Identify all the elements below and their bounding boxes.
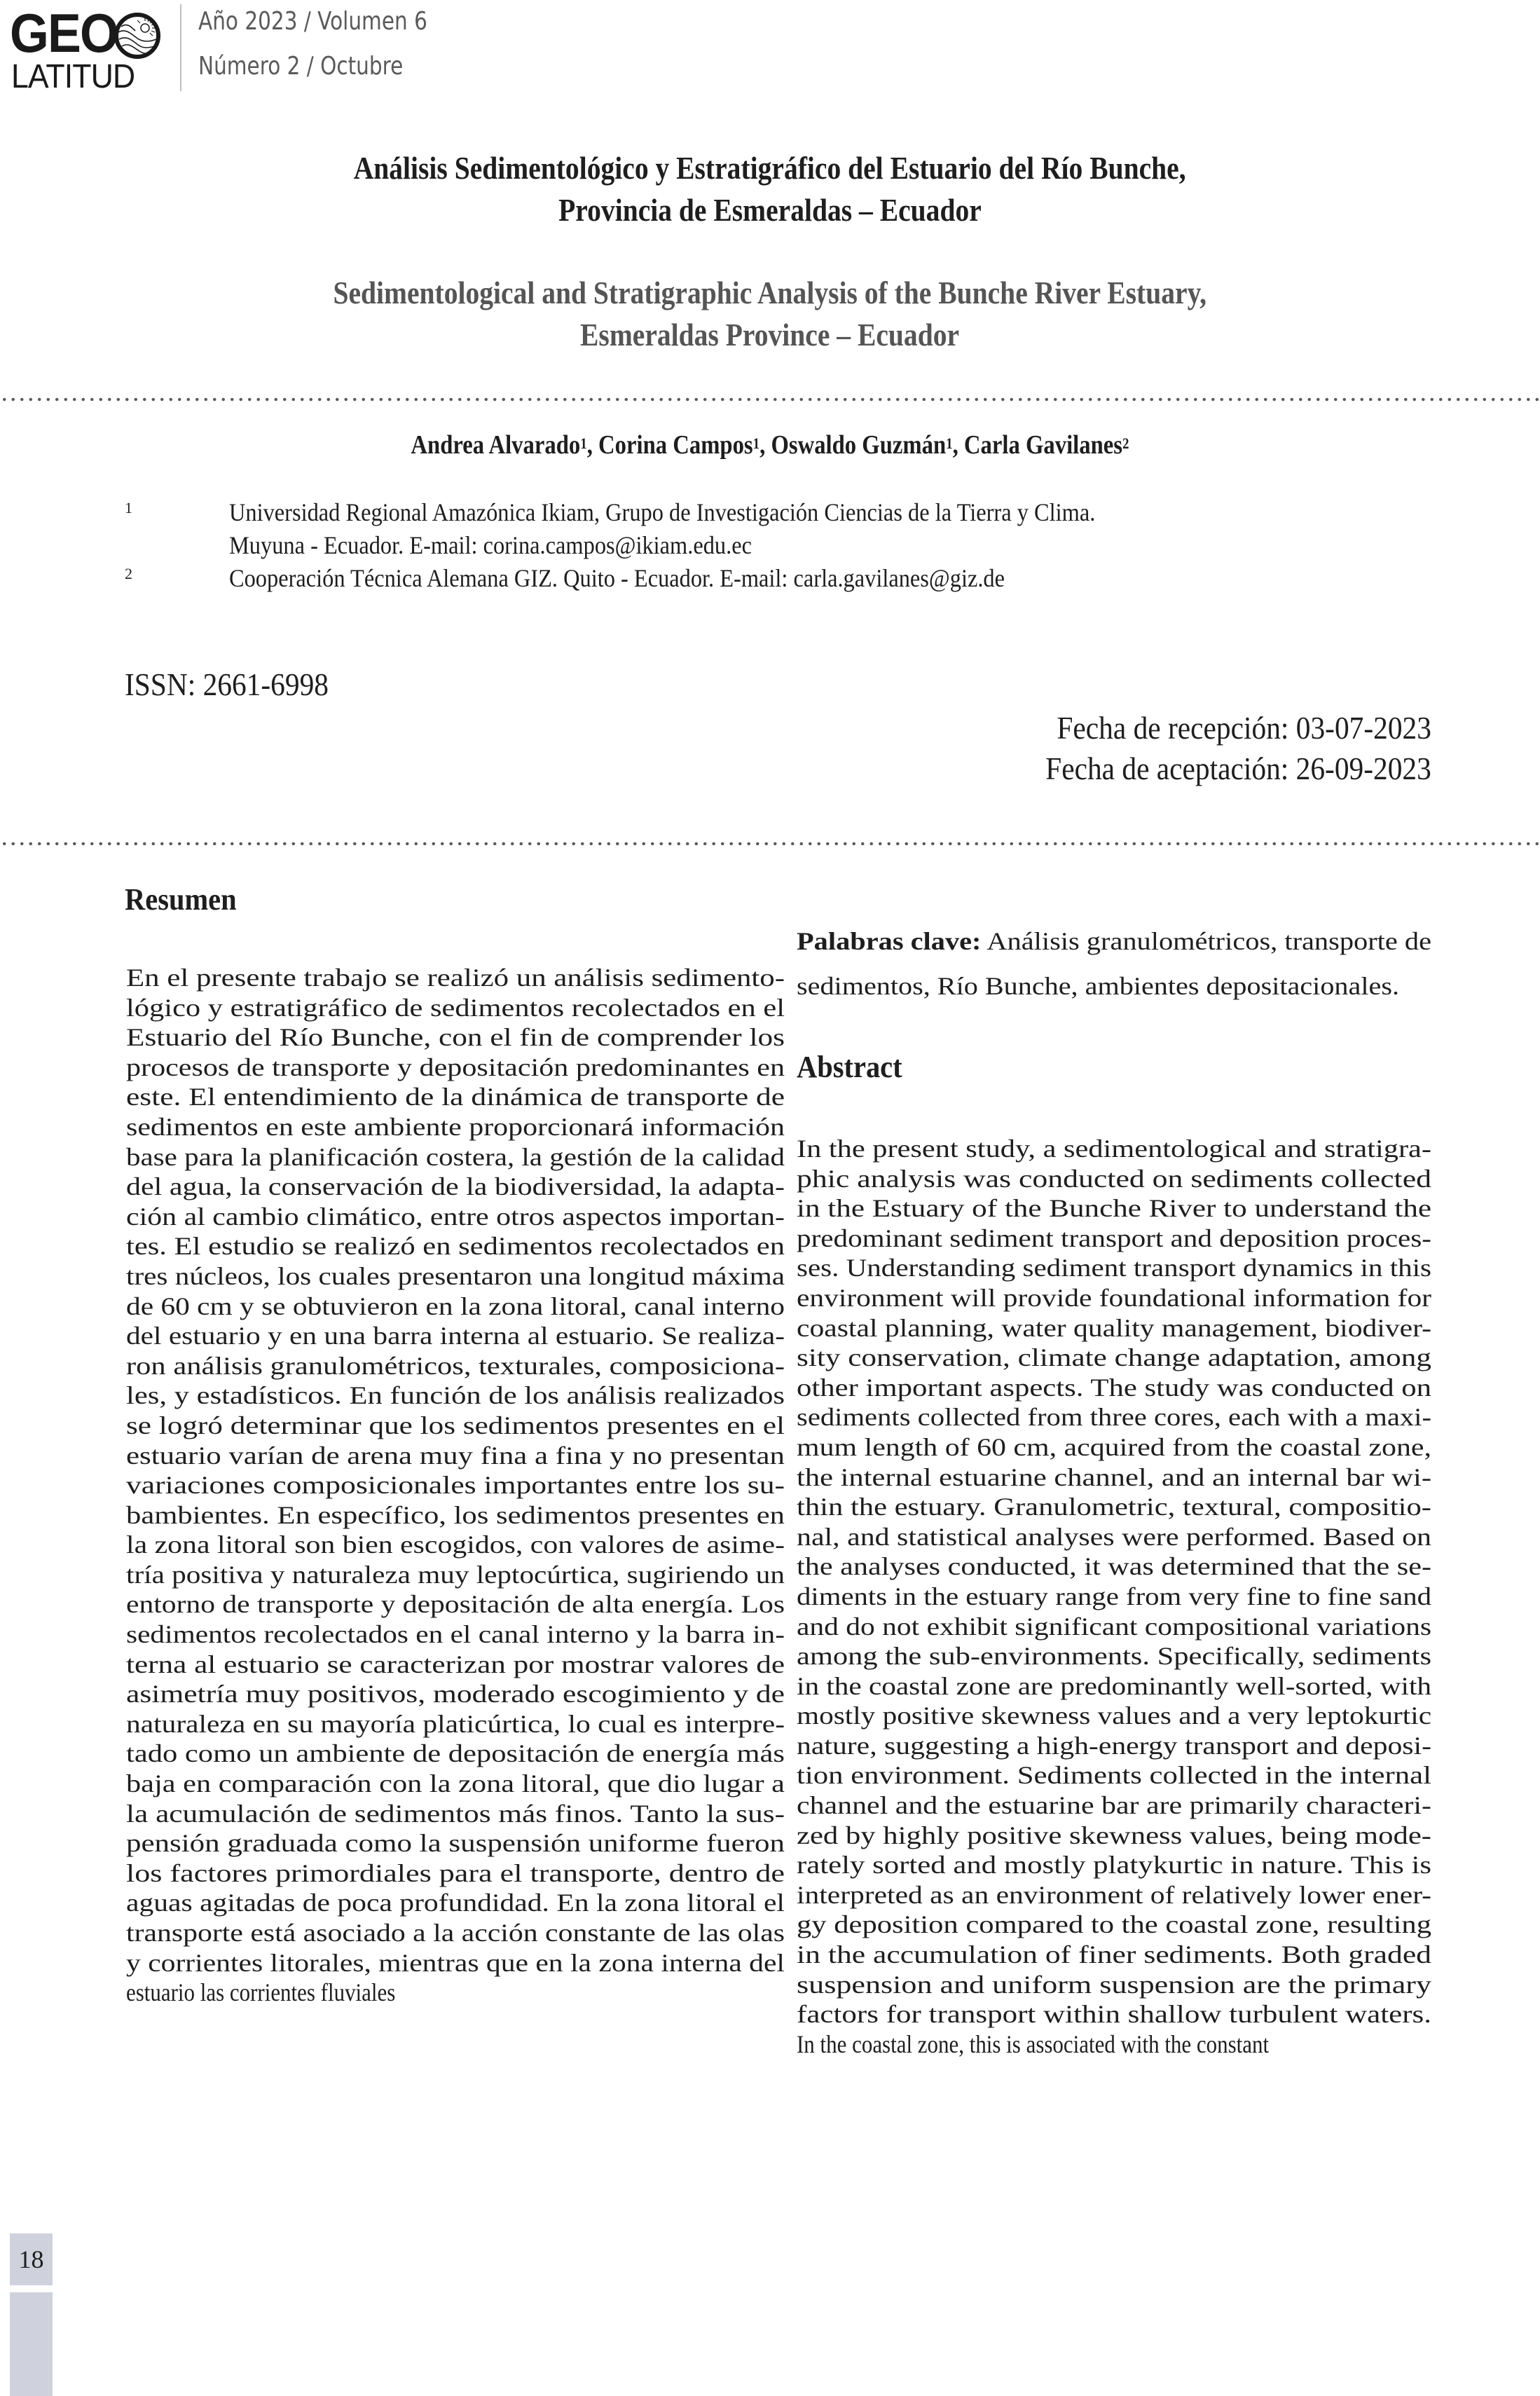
keywords-line-1 [797, 926, 1431, 957]
title-en-text-2: Esmeraldas Province – Ecuador [580, 317, 960, 352]
abstract-line-text: predominant sediment transport and deposition proces- [797, 1224, 1431, 1252]
resumen-line [126, 1679, 785, 1709]
author-affiliation-mark: 1 [580, 434, 587, 452]
date-accepted: Fecha de aceptación: 26-09-2023 [1045, 751, 1431, 786]
resumen-line [126, 1799, 785, 1829]
resumen-line-text: tado como un ambiente de depositación de energía más [126, 1739, 785, 1768]
resumen-line [126, 993, 785, 1023]
abstract-line-text: sediments collected from three cores, each with a maxi- [797, 1403, 1431, 1432]
resumen-line [126, 1978, 785, 2008]
resumen-line [126, 1948, 785, 1978]
abstract-line-text: In the present study, a sedimentological and stratigra- [797, 1135, 1431, 1163]
abstract-line-text: in the Estuary of the Bunche River to understand the [797, 1194, 1431, 1223]
resumen-line [126, 1231, 785, 1261]
abstract-line-text: factors for transport within shallow turbulent waters. [797, 2000, 1431, 2029]
abstract-line [797, 1224, 1431, 1254]
resumen-line-text: En el presente trabajo se realizó un análisis sedimento- [126, 964, 785, 992]
resumen-line-text: les, y estadísticos. En función de los análisis realizados [126, 1381, 785, 1410]
resumen-line-text: baja en comparación con la zona litoral, que dio lugar a [126, 1769, 785, 1798]
abstract-line [797, 1999, 1431, 2029]
resumen-line [126, 1589, 785, 1620]
abstract-line [797, 1164, 1431, 1194]
abstract-line [797, 1582, 1431, 1612]
abstract-line-text: nature, suggesting a high-energy transport and deposi- [797, 1731, 1431, 1760]
abstract-line-text: sity conservation, climate change adaptation, among [797, 1343, 1431, 1372]
resumen-line [126, 1709, 785, 1739]
abstract-line [797, 1850, 1431, 1880]
abstract-line [797, 1760, 1431, 1791]
date-received: Fecha de recepción: 03-07-2023 [1057, 710, 1431, 746]
resumen-line [126, 1082, 785, 1112]
resumen-line-text: se logró determinar que los sedimentos presentes en el [126, 1411, 785, 1439]
resumen-line [126, 1292, 785, 1322]
resumen-line [126, 1918, 785, 1948]
abstract-line-text: channel and the estuarine bar are primarily characteri- [797, 1791, 1431, 1820]
abstract-line [797, 1313, 1431, 1343]
abstract-line [797, 1612, 1431, 1642]
resumen-line-text: este. El entendimiento de la dinámica de transporte de [126, 1083, 785, 1111]
abstract-line-text: nal, and statistical analyses were performed. Based on [797, 1522, 1431, 1551]
resumen-line [126, 1172, 785, 1202]
resumen-line-text: tría positiva y naturaleza muy leptocúrtica, sugiriendo un [126, 1560, 785, 1589]
resumen-line-text: ron análisis granulométricos, texturales, composiciona- [126, 1351, 785, 1380]
abstract-line-text: phic analysis was conducted on sediments collected [797, 1164, 1431, 1193]
resumen-line [126, 1202, 785, 1232]
abstract-line-text: tion environment. Sediments collected in the internal [797, 1761, 1431, 1790]
globe-sun-emblem-icon [113, 11, 162, 60]
resumen-line [126, 1470, 785, 1500]
dotted-separator-bottom [0, 842, 1540, 846]
abstract-line [797, 1402, 1431, 1432]
abstract-line [797, 1492, 1431, 1522]
abstract-line [797, 1253, 1431, 1283]
abstract-line-text: coastal planning, water quality management, biodiver- [797, 1313, 1431, 1342]
abstract-line [797, 1134, 1431, 1164]
author-separator: , [759, 430, 771, 460]
abstract-line-text: ses. Understanding sediment transport dynamics in this [797, 1254, 1431, 1282]
abstract-line-text: suspension and uniform suspension are the primary [797, 1970, 1431, 1999]
abstract-line-text: and do not exhibit significant compositional variations [797, 1612, 1431, 1641]
resumen-line [126, 1321, 785, 1351]
abstract-line-text: environment will provide foundational information for [797, 1283, 1431, 1312]
title-english-line-1 [0, 272, 1540, 314]
resumen-line-text: los factores primordiales para el transporte, dentro de [126, 1858, 785, 1887]
resumen-line-text: del agua, la conservación de la biodiversidad, la adapta- [126, 1172, 785, 1201]
resumen-line-text: entorno de transporte y depositación de alta energía. Los [126, 1590, 785, 1619]
affiliation-number-1: 1 [125, 499, 132, 516]
abstract-line [797, 1731, 1431, 1761]
logo-text-latitud: LATITUD [11, 58, 135, 95]
abstract-line [797, 1791, 1431, 1821]
abstract-line-text: other important aspects. The study was conducted on [797, 1373, 1431, 1402]
resumen-line-text: sedimentos recolectados en el canal interno y la barra in- [126, 1620, 785, 1649]
abstract-line-text: thin the estuary. Granulometric, textural, compositio- [797, 1493, 1431, 1521]
title-spanish-line-2 [0, 189, 1540, 231]
resumen-line [126, 1620, 785, 1650]
abstract-line [797, 1671, 1431, 1702]
resumen-line-text: aguas agitadas de poca profundidad. En la zona litoral el [126, 1889, 785, 1917]
author-affiliation-mark: 1 [946, 434, 953, 452]
abstract-line [797, 1910, 1431, 1940]
resumen-line [126, 1500, 785, 1531]
resumen-line [126, 1411, 785, 1441]
resumen-line [126, 1053, 785, 1083]
abstract-line [797, 2029, 1431, 2060]
abstract-body [797, 1134, 1431, 2059]
resumen-line-text: la zona litoral son bien escogidos, con valores de asime- [126, 1531, 785, 1559]
abstract-line [797, 1463, 1431, 1493]
resumen-body [126, 963, 785, 2008]
journal-logo [10, 2, 167, 95]
resumen-line-text: bambientes. En específico, los sedimentos presentes en [126, 1500, 785, 1529]
keywords-line-1-text [797, 926, 1431, 957]
page-number: 18 [10, 2233, 53, 2285]
resumen-line-text: variaciones composicionales importantes entre los su- [126, 1471, 785, 1500]
affiliation-2-line-1: Cooperación Técnica Alemana GIZ. Quito - Ecuador. E-mail: carla.gavilanes@giz.de [229, 564, 1005, 592]
abstract-line-text: diments in the estuary range from very fine to fine sand [797, 1582, 1431, 1610]
author-affiliation-mark: 2 [1122, 434, 1129, 452]
resumen-line [126, 1769, 785, 1799]
abstract-line [797, 1343, 1431, 1373]
resumen-line-text: base para la planificación costera, la gestión de la calidad [126, 1142, 785, 1171]
keywords-line-2 [797, 971, 1431, 1001]
resumen-line-text: procesos de transporte y depositación predominantes en [126, 1053, 785, 1081]
resumen-line [126, 1261, 785, 1292]
resumen-line-text: sedimentos en este ambiente proporcionará información [126, 1112, 785, 1141]
abstract-line [797, 1940, 1431, 1970]
affiliation-1-line-2: Muyuna - Ecuador. E-mail: corina.campos@ikiam.edu.ec [229, 531, 752, 559]
abstract-line [797, 1701, 1431, 1731]
author-name: Oswaldo Guzmán [771, 430, 947, 460]
abstract-line-text: in the coastal zone are predominantly well-sorted, with [797, 1671, 1431, 1700]
resumen-line [126, 1560, 785, 1590]
abstract-line-text: in the accumulation of finer sediments. Both graded [797, 1940, 1431, 1969]
author-list [0, 430, 1540, 460]
abstract-line-text: the analyses conducted, it was determined that the se- [797, 1552, 1431, 1581]
resumen-line [126, 1351, 785, 1381]
abstract-line [797, 1880, 1431, 1910]
author-affiliation-mark: 1 [752, 434, 760, 452]
resumen-heading: Resumen [125, 882, 237, 917]
resumen-line [126, 1858, 785, 1889]
resumen-line-text: estuario varían de arena muy fina a fina y no presentan [126, 1441, 785, 1470]
abstract-line [797, 1641, 1431, 1671]
resumen-line-text: transporte está asociado a la acción constante de las olas [126, 1919, 785, 1947]
abstract-line-text: among the sub-environments. Specifically, sediments [797, 1642, 1431, 1671]
resumen-line-text: tes. El estudio se realizó en sedimentos recolectados en [126, 1232, 785, 1261]
abstract-line [797, 1821, 1431, 1851]
resumen-line [126, 963, 785, 993]
resumen-line-text: tres núcleos, los cuales presentaron una longitud máxima [126, 1261, 785, 1290]
resumen-line [126, 1142, 785, 1172]
resumen-line [126, 1112, 785, 1142]
abstract-line-text: In the coastal zone, this is associated with the constant [797, 2029, 1270, 2058]
resumen-line [126, 1739, 785, 1769]
abstract-line [797, 1522, 1431, 1552]
resumen-line-text: ción al cambio climático, entre otros aspectos importan- [126, 1202, 785, 1231]
keywords-text-1: Análisis granulométricos, transporte de [981, 927, 1431, 955]
title-english-line-2 [0, 314, 1540, 356]
abstract-line [797, 1373, 1431, 1403]
abstract-line [797, 1283, 1431, 1313]
resumen-line-text: naturaleza en su mayoría platicúrtica, lo cual es interpre- [126, 1709, 785, 1738]
abstract-line-text: interpreted as an environment of relatively lower ener- [797, 1880, 1431, 1909]
resumen-line-text: la acumulación de sedimentos más finos. Tanto la sus- [126, 1799, 785, 1828]
abstract-line-text: rately sorted and mostly platykurtic in nature. This is [797, 1851, 1431, 1880]
author-separator: , [952, 430, 964, 460]
resumen-line-text: lógico y estratigráfico de sedimentos recolectados en el [126, 993, 785, 1022]
author-name: Corina Campos [598, 430, 753, 460]
title-es-text-1: Análisis Sedimentológico y Estratigráfico del Estuario del Río Bunche, [354, 150, 1186, 186]
resumen-line [126, 1022, 785, 1053]
abstract-line-text: zed by highly positive skewness values, being mode- [797, 1821, 1431, 1849]
resumen-line-text: asimetría muy positivos, moderado escogimiento y de [126, 1680, 785, 1709]
logo-text-geo: GEO [10, 2, 118, 64]
resumen-line [126, 1441, 785, 1471]
abstract-line [797, 1552, 1431, 1582]
resumen-line-text: estuario las corrientes fluviales [126, 1978, 396, 2007]
affiliation-number-2: 2 [125, 565, 132, 582]
resumen-line [126, 1530, 785, 1560]
resumen-line-text: de 60 cm y se obtuvieron en la zona litoral, canal interno [126, 1292, 785, 1320]
keywords-text-2: sedimentos, Río Bunche, ambientes depositacionales. [797, 971, 1399, 1000]
abstract-line [797, 1970, 1431, 2000]
author-name: Carla Gavilanes [963, 430, 1123, 460]
title-es-text-2: Provincia de Esmeraldas – Ecuador [558, 192, 982, 228]
affiliation-1-line-1: Universidad Regional Amazónica Ikiam, Grupo de Investigación Ciencias de la Tierra y Clima. [229, 498, 1096, 526]
resumen-line-text: terna al estuario se caracterizan por mostrar valores de [126, 1650, 785, 1678]
abstract-line-text: the internal estuarine channel, and an internal bar wi- [797, 1463, 1431, 1491]
resumen-line [126, 1828, 785, 1858]
abstract-line-text: mostly positive skewness values and a very leptokurtic [797, 1702, 1431, 1730]
abstract-line [797, 1193, 1431, 1224]
abstract-line [797, 1432, 1431, 1463]
keywords-label: Palabras clave: [797, 927, 982, 955]
resumen-line-text: Estuario del Río Bunche, con el fin de comprender los [126, 1023, 785, 1052]
resumen-line-text: del estuario y en una barra interna al estuario. Se realiza- [126, 1322, 785, 1350]
authors-text [411, 430, 1129, 460]
issn: ISSN: 2661-6998 [125, 666, 329, 702]
author-name: Andrea Alvarado [411, 430, 581, 460]
abstract-heading: Abstract [797, 1050, 902, 1084]
resumen-line-text: y corrientes litorales, mientras que en la zona interna del [126, 1948, 785, 1977]
resumen-line [126, 1888, 785, 1918]
title-spanish-line-1 [0, 147, 1540, 189]
keywords-block [797, 926, 1431, 1001]
year-volume: Año 2023 / Volumen 6 [198, 7, 427, 36]
abstract-line-text: gy deposition compared to the coastal zone, resulting [797, 1910, 1431, 1939]
title-en-text-1: Sedimentological and Stratigraphic Analysis of the Bunche River Estuary, [333, 275, 1207, 310]
number-month: Número 2 / Octubre [198, 52, 404, 81]
author-separator: , [586, 430, 599, 460]
abstract-line-text: mum length of 60 cm, acquired from the coastal zone, [797, 1432, 1431, 1461]
dotted-separator-top [0, 397, 1540, 402]
page-tab-bar [10, 2292, 53, 2396]
resumen-line-text: pensión graduada como la suspensión uniforme fueron [126, 1829, 785, 1858]
resumen-line [126, 1650, 785, 1680]
header-divider [180, 4, 181, 91]
resumen-line [126, 1381, 785, 1411]
